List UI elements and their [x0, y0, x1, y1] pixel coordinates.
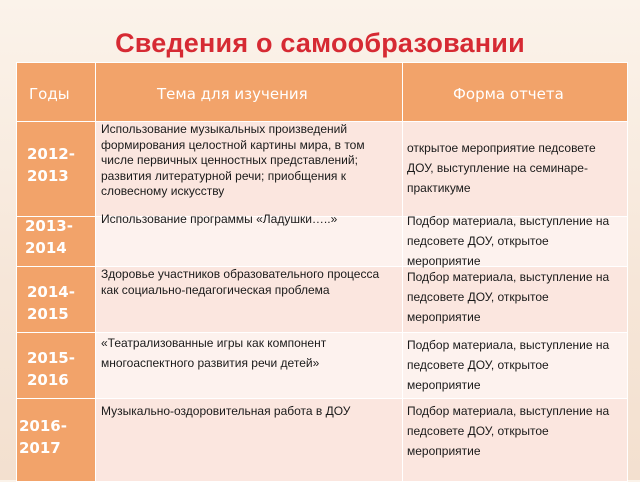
- report-cell: Подбор материала, выступление на педсовете ДОУ, открытое мероприятие: [407, 214, 610, 268]
- year-start: 2016-: [19, 417, 67, 435]
- topic-cell: Использование программы «Ладушки…..»: [101, 212, 338, 226]
- topic-cell: «Театрализованные игры как компонент многоаспектного развития речи детей»: [101, 336, 327, 370]
- header-topic: Тема для изучения: [157, 85, 308, 103]
- report-cell: Подбор материала, выступление на педсовете ДОУ, открытое мероприятие: [407, 338, 610, 392]
- year-cell: [25, 215, 73, 259]
- year-start: 2015-: [27, 349, 75, 367]
- header-report: Форма отчета: [453, 85, 564, 103]
- column-divider: [402, 63, 403, 481]
- header-years: Годы: [29, 85, 70, 103]
- year-end: 2015: [27, 305, 69, 323]
- year-start: 2014-: [27, 283, 75, 301]
- year-cell: [27, 143, 75, 187]
- year-start: 2013-: [25, 217, 73, 235]
- year-cell: [19, 415, 67, 459]
- report-cell: Подбор материала, выступление на педсовете ДОУ, открытое мероприятие: [407, 404, 610, 458]
- topic-cell: Музыкально-оздоровительная работа в ДОУ: [101, 404, 351, 418]
- year-end: 2013: [27, 167, 69, 185]
- year-end: 2014: [25, 239, 67, 257]
- report-cell: Подбор материала, выступление на педсовете ДОУ, открытое мероприятие: [407, 270, 610, 324]
- page-title: Сведения о самообразовании: [115, 28, 525, 58]
- self-education-table: [16, 62, 628, 482]
- report-cell: открытое мероприятие педсовете ДОУ, выступление на семинаре-практикуме: [407, 141, 596, 195]
- year-end: 2016: [27, 371, 69, 389]
- year-cell: [27, 281, 75, 325]
- row-divider: [17, 398, 627, 399]
- year-start: 2012-: [27, 145, 75, 163]
- year-cell: [27, 347, 75, 391]
- topic-cell: Здоровье участников образовательного процесса как социально-педагогическая проблема: [101, 267, 380, 297]
- year-end: 2017: [19, 439, 61, 457]
- column-divider: [95, 63, 96, 481]
- topic-cell: Использование музыкальных произведений формирования целостной картины мира, в том числе первичных ценностных представлений; развития литературной речи; приобщения к словесному искусству: [101, 122, 365, 199]
